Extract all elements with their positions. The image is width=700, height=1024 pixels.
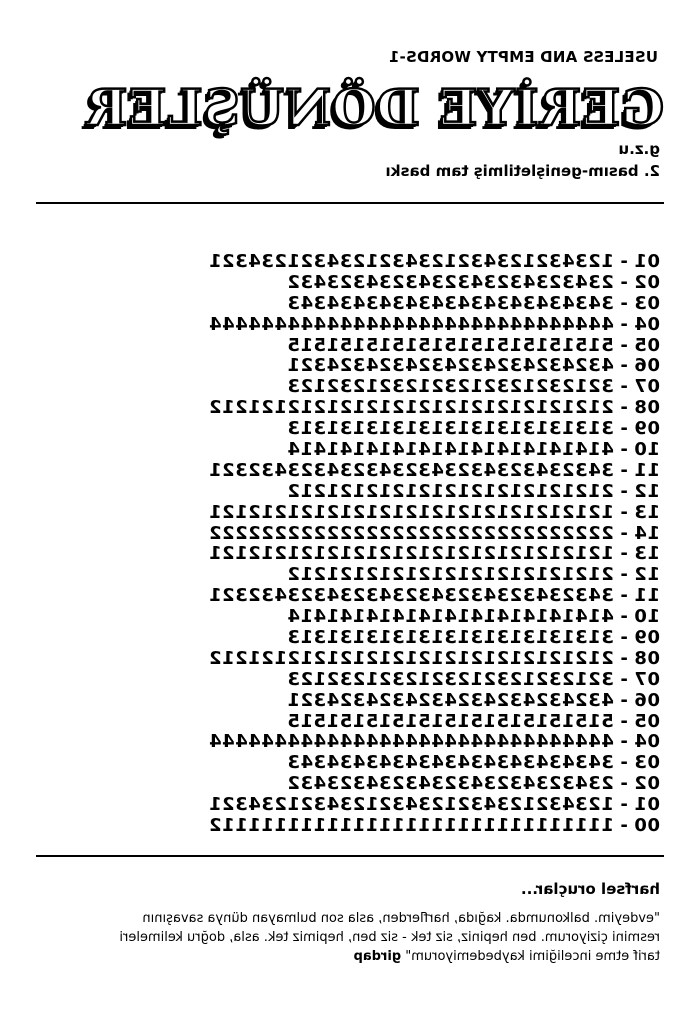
grid-row-digits: 3131313131313131313131313 bbox=[286, 418, 614, 440]
grid-row-label: 03 bbox=[633, 752, 660, 774]
grid-row-label: 06 bbox=[633, 689, 660, 711]
grid-row-separator: - bbox=[619, 313, 628, 335]
grid-row bbox=[20, 649, 660, 670]
grid-row-separator: - bbox=[619, 710, 628, 732]
quote-line: "evdeyim. balkonumda. kağıda, harflerden, asla son bulmayan dünya savaşının bbox=[142, 911, 660, 926]
grid-row-digits: 3432343234323432343234323432321 bbox=[208, 585, 614, 607]
series-title: USELESS AND EMPTY WORDS-1 bbox=[388, 48, 658, 66]
grid-row-label: 09 bbox=[633, 627, 660, 649]
grid-row-separator: - bbox=[619, 355, 628, 377]
grid-row bbox=[20, 795, 660, 816]
grid-row-digits: 2121212121212121212121212121212 bbox=[208, 647, 614, 669]
grid-row-digits: 3212321232123212321232123 bbox=[286, 668, 614, 690]
grid-row bbox=[20, 691, 660, 712]
grid-row-digits: 4324324324324324324324321 bbox=[286, 689, 614, 711]
grid-row-digits: 2121212121212121212121212 bbox=[286, 480, 614, 502]
grid-row-separator: - bbox=[619, 773, 628, 795]
grid-row-label: 03 bbox=[633, 292, 660, 314]
grid-row-digits: 4324324324324324324324321 bbox=[286, 355, 614, 377]
grid-row-label: 02 bbox=[633, 773, 660, 795]
quote-line: resmini çiziyorum. ben hepiniz, siz tek - siz ben, hepimiz tek. asla, doğru kelimeleri bbox=[119, 930, 660, 945]
grid-row-separator: - bbox=[619, 271, 628, 293]
grid-row bbox=[20, 524, 660, 545]
grid-row-separator: - bbox=[619, 564, 628, 586]
grid-row-digits: 3131313131313131313131313 bbox=[286, 627, 614, 649]
grid-row-separator: - bbox=[619, 606, 628, 628]
grid-row-separator: - bbox=[619, 501, 628, 523]
grid-row bbox=[20, 712, 660, 733]
grid-row bbox=[20, 336, 660, 357]
grid-row-label: 13 bbox=[633, 501, 660, 523]
grid-row-separator: - bbox=[619, 627, 628, 649]
grid-row-separator: - bbox=[619, 334, 628, 356]
grid-row-label: 11 bbox=[633, 585, 660, 607]
grid-row bbox=[20, 252, 660, 273]
grid-row-separator: - bbox=[619, 668, 628, 690]
grid-row-separator: - bbox=[619, 543, 628, 565]
number-grid bbox=[20, 252, 660, 837]
bottom-divider bbox=[36, 855, 664, 857]
quote-line bbox=[30, 947, 660, 966]
grid-row-label: 07 bbox=[633, 668, 660, 690]
grid-row-label: 05 bbox=[633, 334, 660, 356]
grid-row-digits: 4141414141414141414141414 bbox=[286, 606, 614, 628]
grid-row-separator: - bbox=[619, 522, 628, 544]
credit-line: harfsel oruçlar... bbox=[520, 880, 660, 898]
grid-row-digits: 2343234323432343234323432 bbox=[286, 773, 614, 795]
grid-row-digits: 4444444444444444444444444444444 bbox=[208, 731, 614, 753]
grid-row bbox=[20, 419, 660, 440]
grid-row-separator: - bbox=[619, 251, 628, 272]
grid-row-separator: - bbox=[619, 480, 628, 502]
quote-line-end: tarif etme inceliğimi kaybedemiyorum" bbox=[405, 949, 660, 964]
grid-row-label: 01 bbox=[633, 251, 660, 272]
grid-row-separator: - bbox=[619, 815, 628, 837]
grid-row bbox=[20, 753, 660, 774]
quote-block bbox=[30, 909, 660, 966]
grid-row bbox=[20, 315, 660, 336]
grid-row-label: 08 bbox=[633, 397, 660, 419]
grid-row-label: 00 bbox=[633, 815, 660, 837]
grid-row-digits: 1234321234321234321234321234321 bbox=[208, 251, 614, 272]
grid-row bbox=[20, 294, 660, 315]
grid-row bbox=[20, 565, 660, 586]
grid-row bbox=[20, 732, 660, 753]
grid-row-digits: 2343234323432343234323432 bbox=[286, 271, 614, 293]
edition-note: 2. basım-genişletilmiş tam baskı bbox=[385, 162, 660, 180]
grid-row-digits: 1234321234321234321234321234321 bbox=[208, 794, 614, 816]
grid-row-label: 06 bbox=[633, 355, 660, 377]
grid-row-separator: - bbox=[619, 647, 628, 669]
grid-row-label: 09 bbox=[633, 418, 660, 440]
grid-row-label: 12 bbox=[633, 480, 660, 502]
grid-row-separator: - bbox=[619, 689, 628, 711]
grid-row-label: 07 bbox=[633, 376, 660, 398]
grid-row-separator: - bbox=[619, 376, 628, 398]
grid-row-label: 08 bbox=[633, 647, 660, 669]
grid-row-label: 05 bbox=[633, 710, 660, 732]
grid-row-separator: - bbox=[619, 731, 628, 753]
grid-row bbox=[20, 356, 660, 377]
grid-row-digits: 4444444444444444444444444444444 bbox=[208, 313, 614, 335]
grid-row bbox=[20, 670, 660, 691]
grid-row-label: 11 bbox=[633, 459, 660, 481]
grid-row bbox=[20, 273, 660, 294]
grid-row-label: 04 bbox=[633, 313, 660, 335]
grid-row-label: 14 bbox=[633, 522, 660, 544]
grid-row-digits: 5151515151515151515151515 bbox=[286, 710, 614, 732]
grid-row-label: 12 bbox=[633, 564, 660, 586]
grid-row bbox=[20, 607, 660, 628]
grid-row-digits: 3212321232123212321232123 bbox=[286, 376, 614, 398]
grid-row bbox=[20, 377, 660, 398]
grid-row-separator: - bbox=[619, 397, 628, 419]
grid-row-digits: 3434343434343434343434343 bbox=[286, 292, 614, 314]
grid-row-separator: - bbox=[619, 585, 628, 607]
grid-row bbox=[20, 774, 660, 795]
grid-row-separator: - bbox=[619, 439, 628, 461]
author-initials: g.z.u bbox=[618, 140, 660, 158]
signature: girdap bbox=[353, 949, 402, 964]
grid-row-separator: - bbox=[619, 292, 628, 314]
top-divider bbox=[36, 202, 664, 204]
book-title: GERİYE DÖNÜŞLER bbox=[84, 78, 664, 137]
grid-row-digits: 1212121212121212121212121212121 bbox=[208, 543, 614, 565]
grid-row-digits: 1111111111111111111111111111112 bbox=[208, 815, 614, 837]
grid-row bbox=[20, 503, 660, 524]
grid-row bbox=[20, 586, 660, 607]
grid-row-label: 13 bbox=[633, 543, 660, 565]
grid-row bbox=[20, 628, 660, 649]
grid-row bbox=[20, 398, 660, 419]
grid-row-digits: 2121212121212121212121212 bbox=[286, 564, 614, 586]
grid-row-separator: - bbox=[619, 418, 628, 440]
grid-row-separator: - bbox=[619, 752, 628, 774]
grid-row-digits: 3432343234323432343234323432321 bbox=[208, 459, 614, 481]
grid-row-label: 04 bbox=[633, 731, 660, 753]
grid-row bbox=[20, 482, 660, 503]
grid-row-label: 10 bbox=[633, 439, 660, 461]
grid-row-digits: 4141414141414141414141414 bbox=[286, 439, 614, 461]
grid-row bbox=[20, 461, 660, 482]
grid-row bbox=[20, 816, 660, 837]
grid-row-digits: 5151515151515151515151515 bbox=[286, 334, 614, 356]
grid-row-digits: 1212121212121212121212121212121 bbox=[208, 501, 614, 523]
grid-row-digits: 2222222222222222222222222222222 bbox=[208, 522, 614, 544]
grid-row bbox=[20, 440, 660, 461]
grid-row-label: 02 bbox=[633, 271, 660, 293]
grid-row-digits: 2121212121212121212121212121212 bbox=[208, 397, 614, 419]
grid-row-label: 01 bbox=[633, 794, 660, 816]
grid-row-separator: - bbox=[619, 459, 628, 481]
grid-row-separator: - bbox=[619, 794, 628, 816]
grid-row bbox=[20, 544, 660, 565]
grid-row-digits: 3434343434343434343434343 bbox=[286, 752, 614, 774]
grid-row-label: 10 bbox=[633, 606, 660, 628]
